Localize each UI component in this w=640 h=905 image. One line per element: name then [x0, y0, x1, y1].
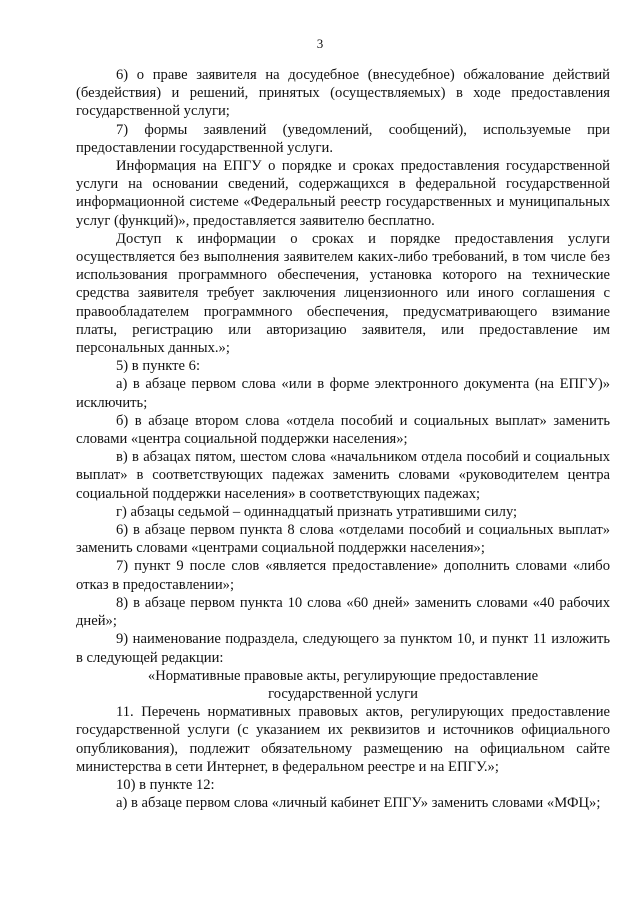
subsection-heading-line-2: государственной услуги [268, 685, 418, 702]
paragraph-point-7: 7) пункт 9 после слов «является предоставление» дополнить словами «либо отказ в предоставлении»; [76, 558, 610, 593]
paragraph-subitem-a: а) в абзаце первом слова «или в форме электронного документа (на ЕПГУ)» исключить; [76, 376, 610, 411]
paragraph-epgu-info: Информация на ЕПГУ о порядке и сроках предоставления государственной услуги на основании сведений, содержащихся в федеральной государственной информационной системе «Федеральный реестр государственных и муниципальных услуг (функций)», предоставляется заявителю бесплатно. [76, 158, 610, 229]
paragraph-subitem-g: г) абзацы седьмой – одиннадцатый признать утратившими силу; [116, 503, 518, 520]
paragraph-clause-11: 11. Перечень нормативных правовых актов, регулирующих предоставление государственной услуги (с указанием их реквизитов и источников официального опубликования), подлежит обязательному размещению на официальном сайте министерства в сети Интернет, в федеральном реестре и на ЕПГУ.»; [76, 704, 610, 775]
document-body [76, 66, 610, 812]
page-number: 3 [316, 36, 324, 51]
paragraph-point-8: 8) в абзаце первом пункта 10 слова «60 дней» заменить словами «40 рабочих дней»; [76, 594, 610, 630]
paragraph-point-5: 5) в пункте 6: [116, 358, 201, 375]
paragraph-point-10: 10) в пункте 12: [116, 776, 215, 793]
subsection-heading-line-1: «Нормативные правовые акты, регулирующие предоставление [147, 667, 539, 684]
paragraph-item-6: 6) о праве заявителя на досудебное (внесудебное) обжалование действий (бездействия) и решений, принятых (осуществляемых) в ходе предоставления государственной услуги; [76, 67, 610, 120]
paragraph-item-7: 7) формы заявлений (уведомлений, сообщений), используемые при предоставлении государственной услуги. [76, 121, 610, 156]
paragraph-point-9: 9) наименование подраздела, следующего за пунктом 10, и пункт 11 изложить в следующей редакции: [76, 631, 610, 666]
paragraph-access-info: Доступ к информации о сроках и порядке предоставления услуги осуществляется без выполнения заявителем каких-либо требований, в том числе без использования программного обеспечения, установка которого на технические средства заявителя требует заключения лицензионного или иного соглашения с правообладателем программного обеспечения, предусматривающего взимание платы, регистрацию или авторизацию заявителя, или предоставление им персональных данных.»; [76, 230, 610, 357]
paragraph-point-10-a: а) в абзаце первом слова «личный кабинет ЕПГУ» заменить словами «МФЦ»; [116, 795, 601, 812]
paragraph-subitem-v: в) в абзацах пятом, шестом слова «начальником отдела пособий и социальных выплат» в соответствующих падежах заменить словами «руководителем центра социальной поддержки населения» в соответствующих падежах; [76, 449, 610, 502]
paragraph-subitem-b: б) в абзаце втором слова «отдела пособий и социальных выплат» заменить словами «центра социальной поддержки населения»; [76, 412, 610, 448]
paragraph-point-6: 6) в абзаце первом пункта 8 слова «отделами пособий и социальных выплат» заменить словами «центрами социальной поддержки населения»; [76, 522, 610, 557]
